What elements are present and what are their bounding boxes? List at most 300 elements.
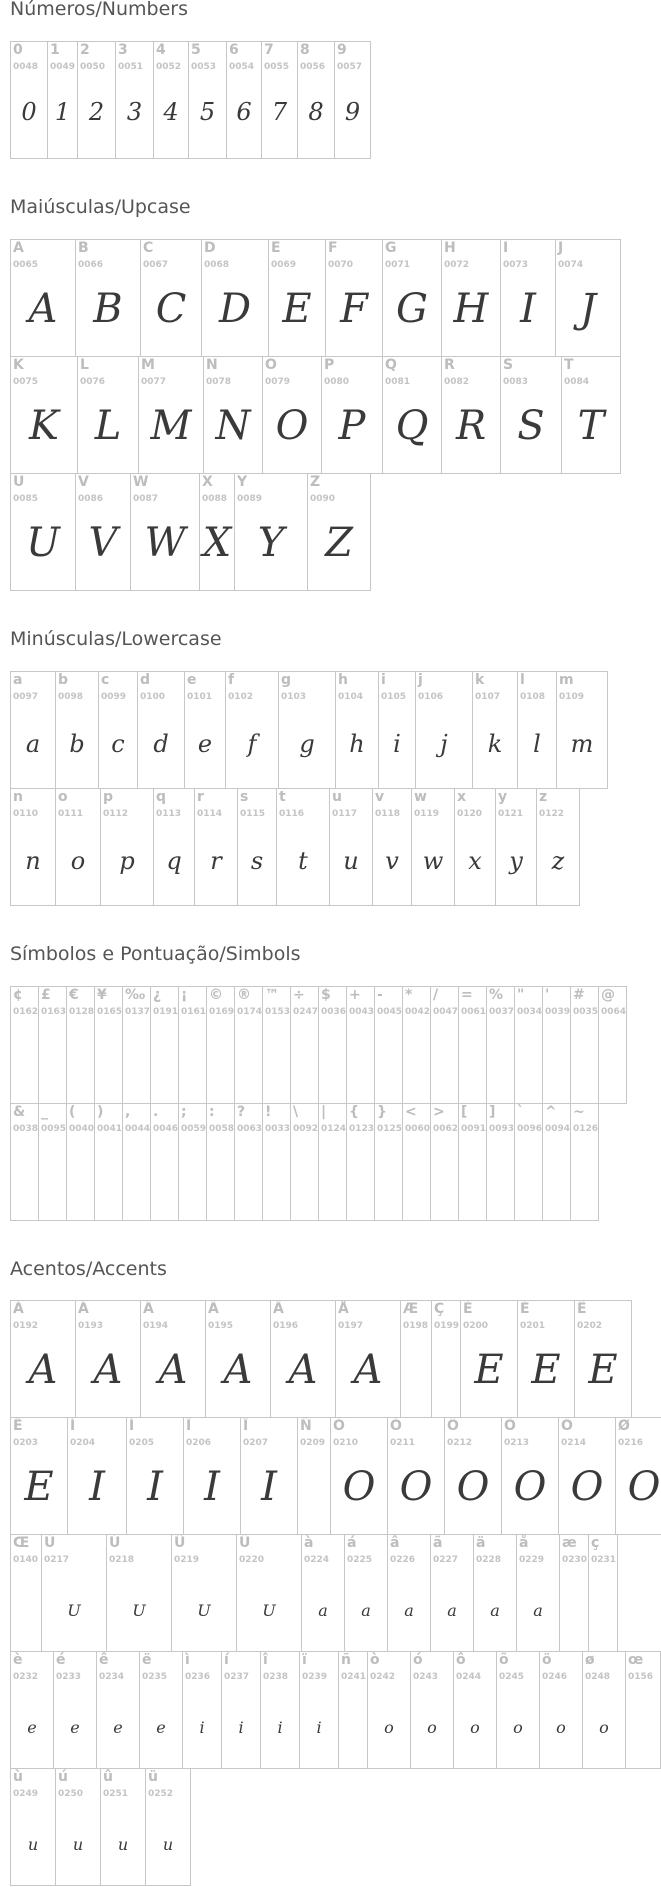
glyph-cell-0098 [55,671,99,789]
glyph-cell-0237 [221,1651,261,1769]
glyph-sample: Z [325,520,353,566]
glyph-sample: B [93,286,123,332]
glyph-code: 0218 [109,1555,135,1565]
glyph-code: 0084 [564,377,590,387]
glyph-cell-0247 [290,986,319,1104]
glyph-label: ~ [573,1104,585,1120]
glyph-code: 0236 [185,1672,211,1682]
glyph-code: 0052 [156,62,182,72]
glyph-label: u [332,789,342,805]
glyph-code: 0061 [461,1007,487,1017]
glyph-sample: O [399,1464,433,1510]
glyph-code: 0113 [156,809,182,819]
glyph-code: 0053 [191,62,217,72]
glyph-code: 0251 [103,1789,129,1799]
glyph-cell-0092 [290,1103,319,1221]
glyph-cell-0192 [10,1300,76,1418]
glyph-cell-0053 [188,41,227,159]
glyph-label: \ [293,1104,299,1120]
glyph-label: ¢ [13,987,23,1003]
glyph-cell-0041 [94,1103,123,1221]
glyph-sample: E [531,1347,561,1393]
glyph-sample: a [404,1601,414,1620]
glyph-cell-0036 [318,986,347,1104]
glyph-cell-0061 [458,986,487,1104]
glyph-code: 0214 [561,1438,587,1448]
glyph-label: A [13,240,24,256]
glyph-cell-0207 [240,1417,298,1535]
glyph-sample: K [29,403,59,449]
glyph-cell-0196 [270,1300,336,1418]
glyph-cell-0229 [516,1534,560,1652]
glyph-code: 0085 [13,494,39,504]
glyph-code: 0203 [13,1438,39,1448]
glyph-sample: M [150,403,192,449]
glyph-cell-0216 [615,1417,661,1535]
glyph-label: ! [265,1104,272,1120]
glyph-label: 2 [80,42,90,58]
glyph-label: y [498,789,508,805]
glyph-code: 0250 [58,1789,84,1799]
glyph-cell-0244 [453,1651,497,1769]
glyph-cell-0116 [276,788,330,906]
glyph-code: 0165 [97,1007,123,1017]
glyph-code: 0191 [153,1007,179,1017]
glyph-sample: o [70,847,86,875]
section-title-upcase: Maiúsculas/Upcase [10,196,191,218]
glyph-cell-0096 [514,1103,543,1221]
glyph-code: 0057 [337,62,363,72]
glyph-cell-0233 [53,1651,97,1769]
glyph-cell-0238 [260,1651,300,1769]
glyph-cell-0048 [10,41,48,159]
glyph-cell-0250 [55,1768,101,1886]
glyph-sample: e [70,1718,80,1737]
glyph-code: 0073 [503,260,529,270]
glyph-cell-0217 [41,1534,107,1652]
glyph-code: 0076 [80,377,106,387]
glyph-label: ™ [265,987,279,1003]
glyph-cell-0174 [234,986,263,1104]
glyph-sample: w [422,847,444,875]
glyph-cell-0195 [205,1300,271,1418]
glyph-label: £ [41,987,51,1003]
glyph-sample: A [93,1347,123,1393]
glyph-code: 0224 [304,1555,330,1565]
glyph-label: ê [99,1652,109,1668]
glyph-sample: 6 [236,98,252,126]
glyph-code: 0244 [456,1672,482,1682]
glyph-sample: u [27,1835,39,1854]
glyph-label: ü [148,1769,158,1785]
glyph-code: 0243 [413,1672,439,1682]
glyph-code: 0108 [520,692,546,702]
glyph-label: ö [542,1652,552,1668]
glyph-code: 0082 [444,377,470,387]
glyph-sample: i [316,1718,322,1737]
glyph-code: 0137 [125,1007,151,1017]
glyph-sample: O [570,1464,604,1510]
glyph-sample: h [349,730,365,758]
glyph-code: 0087 [133,494,159,504]
glyph-sample: j [440,730,448,758]
glyph-label: f [228,672,235,688]
glyph-code: 0068 [204,260,230,270]
glyph-sample: 2 [88,98,105,126]
glyph-sample: d [153,730,169,758]
glyph-label: 4 [156,42,166,58]
glyph-label: Â [143,1301,154,1317]
glyph-sample: p [119,847,135,875]
glyph-label: } [377,1104,387,1120]
glyph-code: 0213 [504,1438,530,1448]
glyph-code: 0086 [78,494,104,504]
glyph-cell-0084 [561,356,621,474]
glyph-code: 0044 [125,1124,151,1134]
glyph-label: Å [338,1301,349,1317]
glyph-code: 0034 [517,1007,543,1017]
glyph-cell-0093 [486,1103,515,1221]
glyph-label: C [143,240,154,256]
glyph-cell-0058 [206,1103,235,1221]
glyph-cell-0082 [441,356,501,474]
glyph-cell-0236 [182,1651,222,1769]
glyph-code: 0193 [78,1321,104,1331]
glyph-sample: b [69,730,85,758]
glyph-cell-0072 [441,239,501,357]
glyph-code: 0049 [50,62,76,72]
glyph-code: 0109 [559,692,585,702]
glyph-code: 0226 [390,1555,416,1565]
glyph-code: 0112 [103,809,129,819]
lowercase-row [10,671,607,788]
glyph-cell-0040 [66,1103,95,1221]
glyph-label: Ñ [300,1418,312,1434]
glyph-label: Ì [70,1418,76,1434]
glyph-code: 0238 [263,1672,289,1682]
glyph-label: ) [97,1104,104,1120]
glyph-sample: T [577,403,605,449]
glyph-cell-0073 [500,239,556,357]
section-title-lowercase: Minúsculas/Lowercase [10,628,222,650]
glyph-cell-0070 [325,239,383,357]
glyph-cell-0194 [140,1300,206,1418]
glyph-code: 0075 [13,377,39,387]
glyph-cell-0088 [199,473,235,591]
glyph-sample: 4 [163,98,179,126]
glyph-code: 0118 [375,809,401,819]
glyph-sample: a [533,1601,543,1620]
glyph-code: 0091 [461,1124,487,1134]
glyph-cell-0071 [382,239,442,357]
glyph-label: Ê [577,1301,587,1317]
glyph-sample: A [288,1347,318,1393]
glyph-sample: U [132,1601,146,1620]
glyph-label: { [349,1104,359,1120]
glyph-cell-0228 [473,1534,517,1652]
glyph-code: 0054 [229,62,255,72]
glyph-cell-0099 [98,671,138,789]
glyph-sample: U [67,1601,81,1620]
glyph-sample: X [202,520,232,566]
glyph-cell-0125 [374,1103,403,1221]
glyph-code: 0196 [273,1321,299,1331]
glyph-cell-0039 [542,986,571,1104]
glyph-label: W [133,474,149,490]
glyph-label: ï [302,1652,307,1668]
glyph-label: & [13,1104,26,1120]
glyph-sample: I [204,1464,220,1510]
glyph-sample: 7 [271,98,288,126]
glyph-label: P [324,357,335,373]
glyph-label: ú [58,1769,68,1785]
symbols-row [10,986,626,1103]
glyph-label: ô [456,1652,466,1668]
glyph-code: 0106 [418,692,444,702]
glyph-sample: 9 [344,98,361,126]
glyph-label: K [13,357,24,373]
glyph-label: g [281,672,292,688]
glyph-sample: i [238,1718,244,1737]
glyph-cell-0220 [236,1534,302,1652]
glyph-label: * [405,987,413,1003]
glyph-cell-0218 [106,1534,172,1652]
glyph-code: 0230 [562,1555,588,1565]
glyph-code: 0101 [187,692,213,702]
glyph-cell-0081 [382,356,442,474]
glyph-cell-0199 [431,1300,461,1418]
glyph-label: Ã [208,1301,219,1317]
glyph-sample: i [277,1718,283,1737]
glyph-label: Ú [109,1535,121,1551]
glyph-cell-0113 [153,788,195,906]
glyph-cell-0112 [100,788,154,906]
glyph-cell-0224 [301,1534,345,1652]
glyph-code: 0094 [545,1124,571,1134]
glyph-cell-0109 [556,671,608,789]
glyph-cell-0091 [458,1103,487,1221]
glyph-cell-0080 [321,356,383,474]
glyph-code: 0041 [97,1124,123,1134]
glyph-cell-0045 [374,986,403,1104]
glyph-label: Á [78,1301,89,1317]
glyph-label: € [69,987,79,1003]
glyph-sample: 8 [308,98,324,126]
glyph-label: i [381,672,386,688]
glyph-code: 0198 [403,1321,429,1331]
glyph-cell-0075 [10,356,78,474]
accents-grid [10,1300,661,1885]
glyph-sample: a [25,730,41,758]
glyph-cell-0105 [378,671,416,789]
glyph-sample: A [28,286,58,332]
glyph-cell-0106 [415,671,473,789]
glyph-sample: Q [395,403,429,449]
glyph-cell-0090 [307,473,371,591]
glyph-label: $ [321,987,331,1003]
glyph-cell-0239 [299,1651,339,1769]
glyph-label: " [517,987,525,1003]
glyph-code: 0065 [13,260,39,270]
glyph-label: S [503,357,514,373]
glyph-code: 0103 [281,692,307,702]
glyph-cell-0054 [226,41,262,159]
glyph-label: œ [628,1652,644,1668]
glyph-code: 0217 [44,1555,70,1565]
glyph-code: 0067 [143,260,169,270]
glyph-cell-0034 [514,986,543,1104]
glyph-cell-0226 [387,1534,431,1652]
glyph-code: 0069 [271,260,297,270]
glyph-cell-0245 [496,1651,540,1769]
glyph-sample: A [28,1347,58,1393]
glyph-code: 0246 [542,1672,568,1682]
glyph-code: 0195 [208,1321,234,1331]
glyph-sample: e [197,730,213,758]
glyph-label: d [140,672,151,688]
glyph-cell-0119 [411,788,455,906]
glyph-cell-0128 [66,986,95,1104]
glyph-code: 0033 [265,1124,291,1134]
glyph-cell-0083 [500,356,562,474]
glyph-sample: A [158,1347,188,1393]
glyph-code: 0194 [143,1321,169,1331]
section-title-symbols: Símbolos e Pontuação/Simbols [10,943,301,965]
glyph-sample: L [94,403,122,449]
glyph-label: 6 [229,42,239,58]
glyph-code: 0121 [498,809,524,819]
glyph-code: 0104 [338,692,364,702]
glyph-code: 0088 [202,494,228,504]
glyph-code: 0161 [181,1007,207,1017]
glyph-cell-0056 [297,41,335,159]
glyph-cell-0078 [203,356,263,474]
glyph-code: 0234 [99,1672,125,1682]
glyph-sample: U [262,1601,276,1620]
glyph-label: ÷ [293,987,305,1003]
glyph-cell-0087 [130,473,200,591]
glyph-label: # [573,987,585,1003]
glyph-code: 0036 [321,1007,347,1017]
glyph-code: 0063 [237,1124,263,1134]
glyph-code: 0212 [447,1438,473,1448]
glyph-code: 0209 [300,1438,326,1448]
glyph-sample: E [474,1347,504,1393]
glyph-label: > [433,1104,445,1120]
lowercase-row [10,788,607,905]
glyph-cell-0241 [338,1651,368,1769]
glyph-cell-0086 [75,473,131,591]
glyph-sample: E [588,1347,618,1393]
glyph-code: 0043 [349,1007,375,1017]
glyph-sample: I [261,1464,277,1510]
glyph-sample: r [210,847,222,875]
glyph-label: e [187,672,197,688]
glyph-cell-0252 [145,1768,191,1886]
glyph-label: : [209,1104,215,1120]
glyph-cell-0038 [10,1103,39,1221]
glyph-cell-0060 [402,1103,431,1221]
glyph-label: È [463,1301,473,1317]
glyph-sample: e [27,1718,37,1737]
glyph-sample: o [427,1718,437,1737]
glyph-cell-0210 [330,1417,388,1535]
glyph-sample: A [353,1347,383,1393]
glyph-label: À [13,1301,24,1317]
glyph-label: ¥ [97,987,107,1003]
glyph-cell-0198 [400,1300,432,1418]
glyph-label: Î [186,1418,192,1434]
glyph-code: 0097 [13,692,39,702]
glyph-label: ] [489,1104,496,1120]
glyph-cell-0230 [559,1534,589,1652]
glyph-label: à [304,1535,314,1551]
glyph-label: H [444,240,456,256]
glyph-code: 0156 [628,1672,654,1682]
glyph-label: M [141,357,155,373]
glyph-cell-0124 [318,1103,347,1221]
glyph-cell-0052 [153,41,189,159]
glyph-code: 0192 [13,1321,39,1331]
glyph-code: 0077 [141,377,167,387]
glyph-code: 0235 [142,1672,168,1682]
glyph-code: 0210 [333,1438,359,1448]
glyph-code: 0201 [520,1321,546,1331]
glyph-code: 0093 [489,1124,515,1134]
glyph-label: Ï [243,1418,249,1434]
glyph-code: 0232 [13,1672,39,1682]
glyph-cell-0076 [77,356,139,474]
glyph-label: Ç [434,1301,445,1317]
glyph-label: X [202,474,213,490]
glyph-sample: c [111,730,125,758]
glyph-code: 0071 [385,260,411,270]
glyph-code: 0037 [489,1007,515,1017]
glyph-cell-0049 [47,41,78,159]
glyph-cell-0063 [234,1103,263,1221]
glyph-cell-0065 [10,239,76,357]
glyph-sample: I [89,1464,105,1510]
glyph-label: 9 [337,42,347,58]
glyph-label: V [78,474,89,490]
glyph-code: 0047 [433,1007,459,1017]
glyph-cell-0248 [582,1651,626,1769]
glyph-sample: a [361,1601,371,1620]
glyph-code: 0092 [293,1124,319,1134]
glyph-label: z [539,789,548,805]
glyph-label: ç [591,1535,600,1551]
glyph-sample: J [579,286,597,332]
glyph-sample: U [197,1601,211,1620]
glyph-label: è [13,1652,23,1668]
glyph-code: 0110 [13,809,39,819]
glyph-label: - [377,987,383,1003]
glyph-label: c [101,672,110,688]
glyph-code: 0042 [405,1007,431,1017]
glyph-cell-0062 [430,1103,459,1221]
glyph-code: 0220 [239,1555,265,1565]
glyph-code: 0089 [237,494,263,504]
section-title-accents: Acentos/Accents [10,1258,167,1280]
glyph-label: ù [13,1769,23,1785]
glyph-cell-0101 [184,671,226,789]
glyph-label: Y [237,474,248,490]
glyph-sample: s [250,847,264,875]
glyph-code: 0197 [338,1321,364,1331]
glyph-label: % [489,987,504,1003]
glyph-sample: P [338,403,366,449]
accents-row [10,1768,661,1885]
